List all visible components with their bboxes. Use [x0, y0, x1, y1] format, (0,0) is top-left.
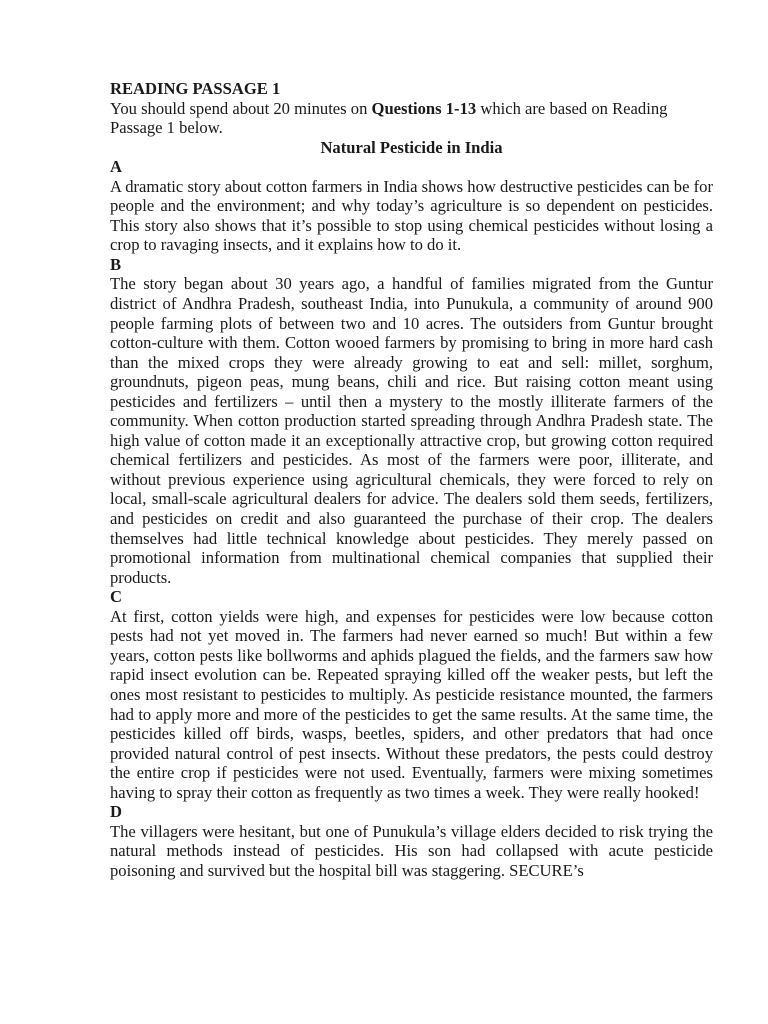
section-letter-a: A — [110, 157, 122, 177]
section-paragraph-c: At first, cotton yields were high, and expenses for pesticides were low because cotton pests had not yet moved in. The farmers had never earned so much! But within a few years, cotton pests like bollworms and aphids plagued the fields, and the farmers saw how rapid insect evolution can be. Repeated spraying killed off the weaker pests, but left the ones most resistant to pesticides to multiply. As pesticide resistance mounted, the farmers had to apply more and more of the pesticides to get the same results. At the same time, the pesticides killed off birds, wasps, beetles, spiders, and other predators that had once provided natural control of pest insects. Without these predators, the pests could destroy the entire crop if pesticides were not used. Eventually, farmers were mixing sometimes having to spray their cotton as frequently as two times a week. They were really hooked! — [110, 606, 713, 802]
section-letter-d: D — [110, 802, 122, 822]
passage-title: Natural Pesticide in India — [320, 137, 503, 157]
instruction-text — [110, 99, 713, 138]
section-letter-c: C — [110, 587, 122, 607]
section-letter-b: B — [110, 254, 122, 274]
section-paragraph-a: A dramatic story about cotton farmers in India shows how destructive pesticides can be for people and the environment; and why today’s agriculture is so dependent on pesticides. This story also shows that it’s possible to stop using chemical pesticides without losing a crop to ravaging insects, and it explains how to do it. — [110, 176, 713, 255]
section-paragraph-b: The story began about 30 years ago, a handful of families migrated from the Guntur district of Andhra Pradesh, southeast India, into Punukula, a community of around 900 people farming plots of between two and 10 acres. The outsiders from Guntur brought cotton-culture with them. Cotton wooed farmers by promising to bring in more hard cash than the mixed crops they were already growing to eat and sell: millet, sorghum, groundnuts, pigeon peas, mung beans, chili and rice. But raising cotton meant using pesticides and fertilizers – until then a mystery to the mostly illiterate farmers of the community. When cotton production started spreading through Andhra Pradesh state. The high value of cotton made it an exceptionally attractive crop, but growing cotton required chemical fertilizers and pesticides. As most of the farmers were poor, illiterate, and without previous experience using agricultural chemicals, they were forced to rely on local, small-scale agricultural dealers for advice. The dealers sold them seeds, fertilizers, and pesticides on credit and also guaranteed the purchase of their crop. The dealers themselves had little technical knowledge about pesticides. They merely passed on promotional information from multinational chemical companies that supplied their products. — [110, 274, 713, 587]
passage-heading: READING PASSAGE 1 — [110, 79, 281, 98]
reading-passage-page — [110, 79, 713, 880]
instruction-after: which are based on Reading Passage 1 below. — [110, 98, 668, 138]
instruction-before: You should spend about 20 minutes on — [110, 98, 372, 118]
section-paragraph-d: The villagers were hesitant, but one of Punukula’s village elders decided to risk trying the natural methods instead of pesticides. His son had collapsed with acute pesticide poisoning and survived but the hospital bill was staggering. SECURE’s — [110, 821, 713, 880]
instruction-questions: Questions 1-13 — [371, 98, 477, 118]
